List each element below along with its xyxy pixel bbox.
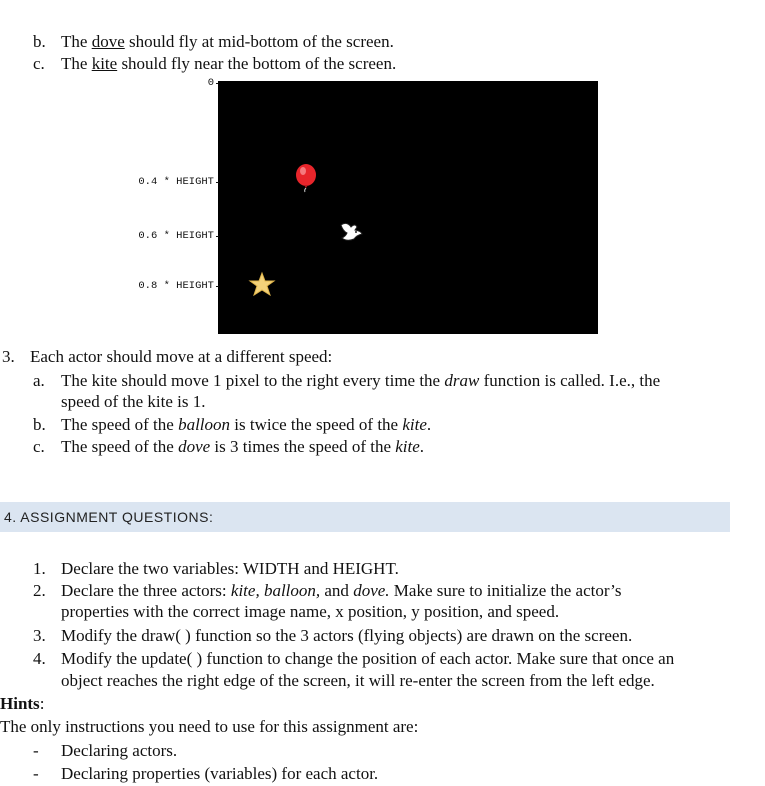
text: The speed of the	[61, 437, 179, 456]
text: The	[61, 32, 92, 51]
hints-title: Hints	[0, 694, 40, 713]
dove-icon	[337, 219, 365, 245]
text: should fly near the bottom of the screen.	[117, 54, 397, 73]
question-1: Declare the two variables: WIDTH and HEIGHT.	[61, 559, 399, 578]
dove-speed-line	[61, 436, 424, 457]
list-marker: 3.	[2, 347, 15, 366]
zero-label: 0	[207, 77, 214, 89]
emphasis: dove.	[353, 581, 390, 600]
kite-icon	[248, 271, 276, 299]
kite-position-line	[61, 53, 396, 74]
emphasis: kite	[402, 415, 427, 434]
tick-mark	[216, 236, 219, 237]
height-label: 0.6 * HEIGHT	[138, 230, 214, 242]
list-marker: b.	[33, 32, 46, 51]
dove-word: dove	[91, 32, 125, 51]
balloon-speed-line	[61, 414, 431, 435]
list-marker: a.	[33, 371, 45, 390]
list-marker: c.	[33, 437, 45, 456]
hints-heading	[0, 693, 44, 714]
kite-speed-line	[61, 370, 660, 391]
emphasis: draw	[444, 371, 480, 390]
text: The speed of the	[61, 415, 179, 434]
hint-item: Declaring actors.	[61, 741, 178, 760]
question-4-line-2: object reaches the right edge of the screen, it will re-enter the screen from the left edge.	[61, 671, 655, 690]
game-screen-figure	[218, 81, 598, 334]
text: Declare the three actors:	[61, 581, 231, 600]
dove-position-line	[61, 31, 394, 52]
height-label: 0.8 * HEIGHT	[138, 280, 214, 292]
question-2-line-2: properties with the correct image name, x position, y position, and speed.	[61, 602, 560, 621]
list-marker: 3.	[33, 626, 46, 645]
text: .	[426, 415, 432, 434]
text: .	[419, 437, 425, 456]
list-marker: 2.	[33, 581, 46, 600]
speed-heading: Each actor should move at a different speed:	[30, 347, 333, 366]
kite-word: kite	[91, 54, 118, 73]
question-4: Modify the update( ) function to change the position of each actor. Make sure that once an	[61, 649, 675, 668]
text: :	[39, 694, 45, 713]
emphasis: balloon	[178, 415, 231, 434]
list-marker: 1.	[33, 559, 46, 578]
text: The	[61, 54, 92, 73]
text: function is called. I.e., the	[479, 371, 661, 390]
list-marker: 4.	[33, 649, 46, 668]
text: The kite should move 1 pixel to the right every time the	[61, 371, 445, 390]
question-3: Modify the draw( ) function so the 3 actors (flying objects) are drawn on the screen.	[61, 626, 633, 645]
list-marker: b.	[33, 415, 46, 434]
height-label: 0.4 * HEIGHT	[138, 176, 214, 188]
text: is 3 times the speed of the	[210, 437, 396, 456]
text: should fly at mid-bottom of the screen.	[124, 32, 394, 51]
section-header	[0, 502, 730, 532]
bullet: -	[33, 764, 39, 783]
tick-mark	[216, 286, 219, 287]
section-title: 4. ASSIGNMENT QUESTIONS:	[4, 509, 214, 525]
balloon-icon	[294, 163, 320, 193]
text: is twice the speed of the	[230, 415, 403, 434]
hints-intro: The only instructions you need to use for this assignment are:	[0, 717, 419, 736]
question-2	[61, 580, 621, 601]
list-marker: c.	[33, 54, 45, 73]
tick-mark	[216, 182, 219, 183]
text: Make sure to initialize the actor’s	[389, 581, 622, 600]
emphasis: kite	[395, 437, 420, 456]
emphasis: dove	[178, 437, 211, 456]
emphasis: kite, balloon,	[230, 581, 321, 600]
text: and	[320, 581, 354, 600]
bullet: -	[33, 741, 39, 760]
hint-item: Declaring properties (variables) for each actor.	[61, 764, 379, 783]
kite-speed-line-2: speed of the kite is 1.	[61, 392, 206, 411]
